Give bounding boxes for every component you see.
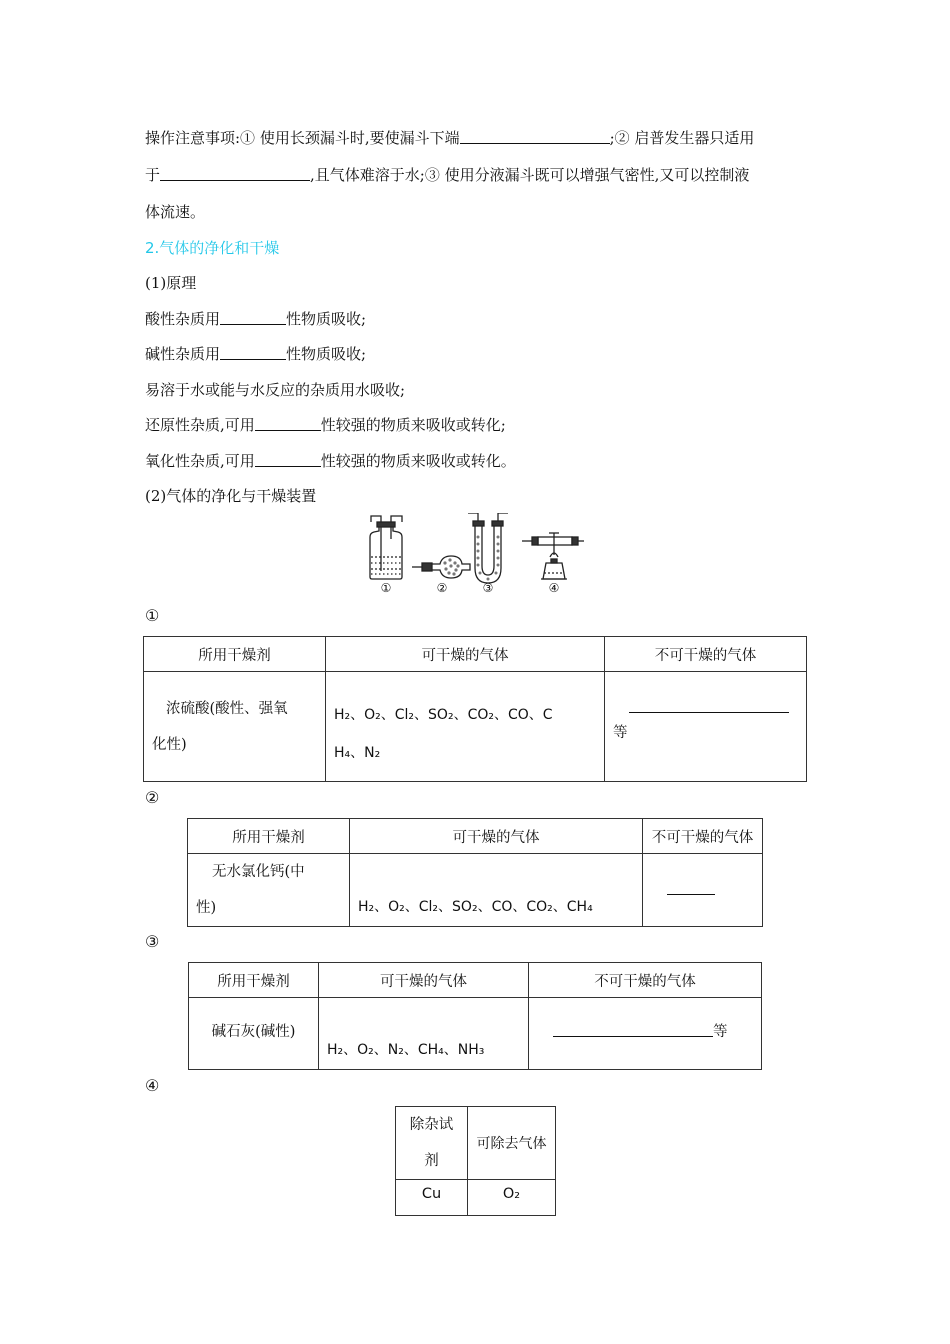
table-row [188,854,763,927]
paragraph-line-1: 操作注意事项:① 使用长颈漏斗时,要使漏斗下端 ;② 启普发生器只适用 [145,129,755,147]
agent-cell: 浓硫酸(酸性、强氧 化性) [144,672,326,782]
principle-reducing: 还原性杂质,可用 性较强的物质来吸收或转化; [145,416,506,434]
table-3 [188,962,762,1070]
header-removable-gas: 可除去气体 [468,1107,556,1180]
agent-cell: 碱石灰(碱性) [189,998,319,1070]
table-3-number: ③ [145,932,160,951]
header-can-dry: 可干燥的气体 [319,963,529,998]
blank-cannot-dry [629,698,789,713]
blank-cannot-dry [667,880,715,895]
table-1-number: ① [145,606,160,625]
cannot-dry-cell [643,854,763,927]
header-agent: 所用干燥剂 [144,637,326,672]
blank-base [220,345,286,360]
blank-acid [220,310,286,325]
header-cannot-dry: 不可干燥的气体 [643,819,763,854]
header-can-dry: 可干燥的气体 [350,819,643,854]
table-row [396,1180,556,1216]
header-reagent: 除杂试 剂 [396,1107,468,1180]
u-tube-icon [468,513,508,583]
table-row [189,998,762,1070]
principle-water: 易溶于水或能与水反应的杂质用水吸收; [145,381,406,399]
table-1 [143,636,807,782]
cannot-dry-cell: 等 [605,672,807,782]
table-row [144,672,807,782]
blank-kipp [160,166,310,181]
heated-tube-icon [522,533,584,579]
table-1-header-row [144,637,807,672]
drying-tube-icon [412,556,470,578]
table-3-header-row [189,963,762,998]
header-can-dry: 可干燥的气体 [326,637,605,672]
agent-cell: 无水氯化钙(中 性) [188,854,350,927]
principle-base: 碱性杂质用 性物质吸收; [145,345,367,363]
apparatus-title: (2)气体的净化与干燥装置 [145,487,317,505]
table-2 [187,818,763,927]
principle-acid: 酸性杂质用 性物质吸收; [145,310,367,328]
section-title: 2.气体的净化和干燥 [145,239,280,257]
gases-cell: H₂、O₂、N₂、CH₄、NH₃ [319,998,529,1070]
table-4-number: ④ [145,1076,160,1095]
header-cannot-dry: 不可干燥的气体 [605,637,807,672]
principle-oxidizing: 氧化性杂质,可用 性较强的物质来吸收或转化。 [145,452,516,470]
header-cannot-dry: 不可干燥的气体 [529,963,762,998]
table-2-header-row [188,819,763,854]
table-2-number: ② [145,788,160,807]
header-agent: 所用干燥剂 [189,963,319,998]
paragraph-line-2: 于 ,且气体难溶于水;③ 使用分液漏斗既可以增强气密性,又可以控制液 [145,166,750,184]
table-4 [395,1106,556,1216]
blank-cannot-dry [553,1022,713,1037]
principle-title: (1)原理 [145,274,197,292]
gases-cell: H₂、O₂、Cl₂、SO₂、CO、CO₂、CH₄ [350,854,643,927]
wash-bottle-icon [370,516,402,579]
apparatus-figure [360,513,585,595]
apparatus-label-4: ④ [548,581,560,595]
reagent-cell: Cu [396,1180,468,1216]
cannot-dry-cell: 等 [529,998,762,1070]
removable-gas-cell: O₂ [468,1180,556,1216]
gases-cell: H₂、O₂、Cl₂、SO₂、CO₂、CO、C H₄、N₂ [326,672,605,782]
table-4-header-row [396,1107,556,1180]
paragraph-line-3: 体流速。 [145,203,206,221]
apparatus-label-2: ② [436,581,448,595]
apparatus-label-1: ① [380,581,392,595]
header-agent: 所用干燥剂 [188,819,350,854]
blank-funnel [460,129,610,144]
blank-reducing [255,416,321,431]
apparatus-label-3: ③ [482,581,494,595]
blank-oxidizing [255,452,321,467]
